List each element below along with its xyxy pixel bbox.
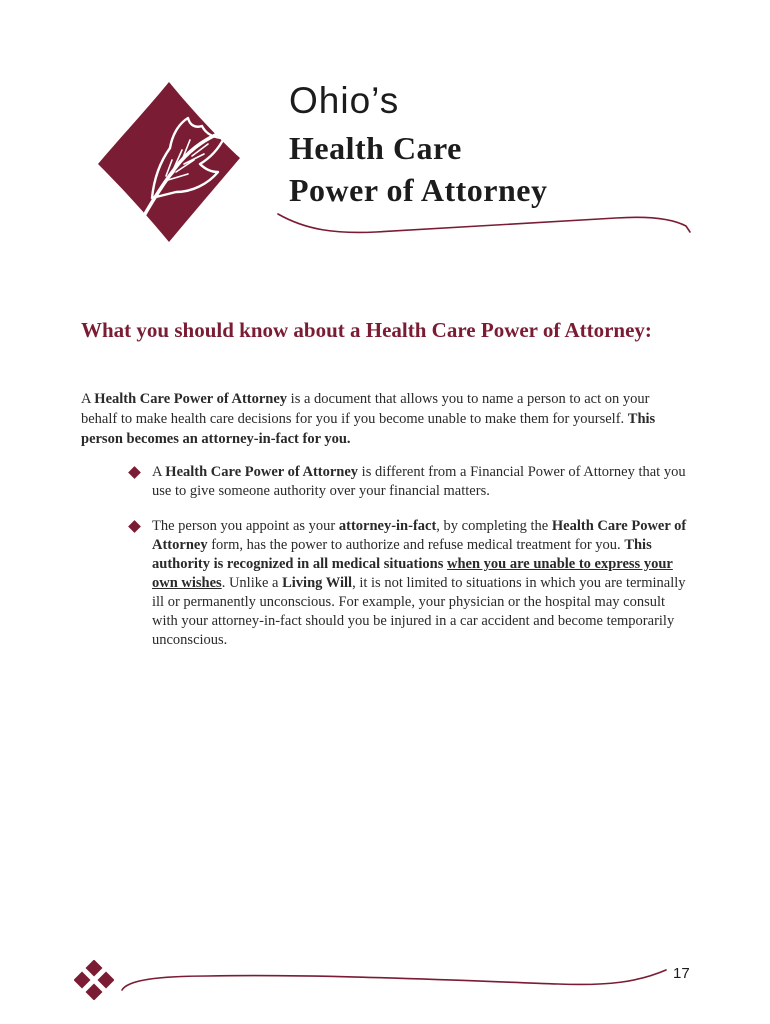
title-underline-swash <box>276 204 692 238</box>
diamond-bullet-icon <box>128 520 141 533</box>
title-line-3: Power of Attorney <box>289 172 548 208</box>
diamond-bullet-icon <box>128 466 141 479</box>
quad-diamond-icon <box>74 960 114 1000</box>
intro-paragraph: A Health Care Power of Attorney is a document that allows you to name a person to act on your behalf to make health care decisions for you if you become unable to make them for yourself. This person becomes an attorney-in-fact for you. <box>81 391 656 447</box>
title-state: Ohio’s <box>289 80 400 121</box>
title-block <box>289 80 548 211</box>
bullet-list <box>130 463 690 666</box>
footer-swash <box>118 962 674 996</box>
list-item: A Health Care Power of Attorney is different from a Financial Power of Attorney that you use to give someone authority over your financial matters. <box>130 463 690 501</box>
title-line-2: Health Care <box>289 130 462 166</box>
section-heading: What you should know about a Health Care Power of Attorney: <box>81 318 652 342</box>
list-item: The person you appoint as your attorney-in-fact, by completing the Health Care Power of Attorney form, has the power to authorize and refuse medical treatment for you. This authority is recognized in all medical situations when you are unable to express your own wishes. Unlike a Living Will, it is not limited to situations in which you are terminally ill or permanently unconscious. For example, your physician or the hospital may consult with your attorney-in-fact should you be injured in a car accident and become temporarily unconscious. <box>130 517 690 650</box>
page-number: 17 <box>673 965 690 982</box>
leaf-diamond-logo <box>96 80 242 244</box>
